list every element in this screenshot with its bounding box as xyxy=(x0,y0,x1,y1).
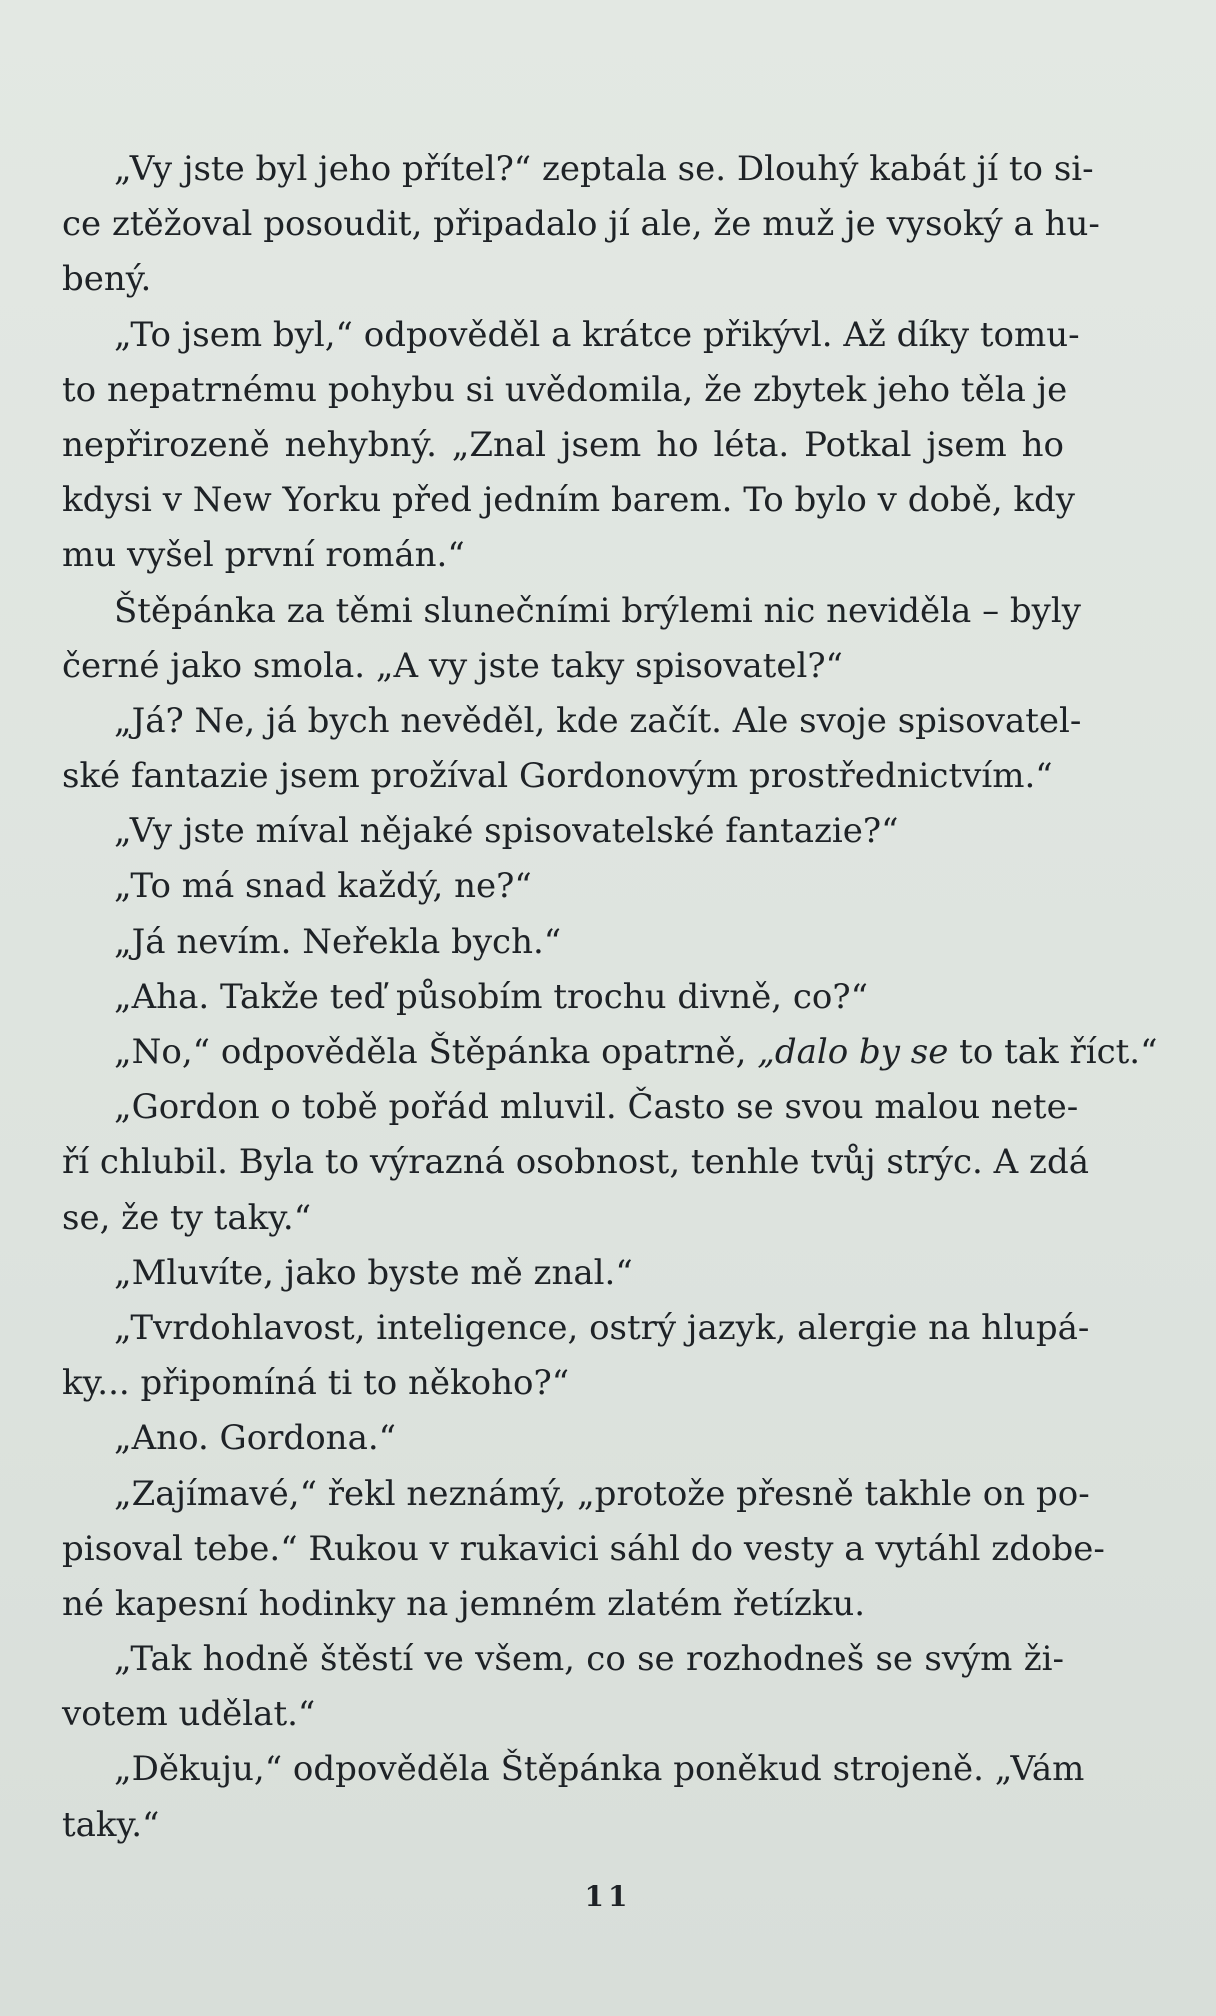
text-run: pisoval tebe.“ Rukou v rukavici sáhl do vesty a vytáhl zdobe- xyxy=(62,1528,1105,1569)
italic-text-run: „dalo by se xyxy=(757,1032,949,1072)
text-line xyxy=(62,859,1064,914)
text-line xyxy=(62,363,1068,418)
text-line xyxy=(62,1577,1064,1632)
text-run: bený. xyxy=(62,259,152,300)
text-line xyxy=(62,418,1064,473)
text-run: taky.“ xyxy=(62,1804,160,1845)
text-run: mu vyšel první román.“ xyxy=(62,535,465,576)
text-line xyxy=(62,970,1064,1025)
text-run: „To má snad každý, ne?“ xyxy=(114,866,532,907)
text-run: „No,“ odpověděla Štěpánka opatrně, xyxy=(114,1032,758,1072)
text-run: nepřirozeně nehybný. „Znal jsem ho léta. Potkal jsem ho xyxy=(62,424,1064,465)
body-text xyxy=(62,142,1158,1853)
text-line xyxy=(62,1798,1064,1853)
text-run: „Zajímavé,“ řekl neznámý, „protože přesně takhle on po- xyxy=(114,1473,1090,1514)
text-line xyxy=(62,1246,1064,1301)
text-run: ce ztěžoval posoudit, připadalo jí ale, že muž je vysoký a hu- xyxy=(62,204,1100,245)
text-run: „Vy jste míval nějaké spisovatelské fantazie?“ xyxy=(114,811,899,852)
text-line xyxy=(62,308,1080,363)
text-line xyxy=(62,528,1064,583)
text-run: ské fantazie jsem prožíval Gordonovým prostřednictvím.“ xyxy=(62,756,1053,797)
text-run: černé jako smola. „A vy jste taky spisovatel?“ xyxy=(62,645,843,686)
text-run: „To jsem byl,“ odpověděl a krátce přikývl. Až díky tomu- xyxy=(114,314,1080,355)
text-run: to nepatrnému pohybu si uvědomila, že zbytek jeho těla je xyxy=(62,369,1068,410)
text-run: votem udělat.“ xyxy=(62,1694,316,1735)
text-run: „Mluvíte, jako byste mě znal.“ xyxy=(114,1252,633,1293)
text-line xyxy=(62,804,1064,859)
text-line xyxy=(62,694,1082,749)
text-line xyxy=(62,197,1100,252)
text-line xyxy=(62,1080,1079,1135)
text-line xyxy=(62,1411,1064,1466)
text-run: „Děkuju,“ odpověděla Štěpánka poněkud strojeně. „Vám xyxy=(114,1749,1085,1790)
text-run: „Tvrdohlavost, inteligence, ostrý jazyk, alergie na hlupá- xyxy=(114,1307,1090,1348)
text-run: né kapesní hodinky na jemném zlatém řetízku. xyxy=(62,1583,866,1624)
text-run: „Ano. Gordona.“ xyxy=(114,1418,397,1459)
text-line xyxy=(62,1356,1064,1411)
text-run: „Já nevím. Neřekla bych.“ xyxy=(114,921,562,962)
text-line xyxy=(62,1522,1105,1577)
text-run: se, že ty taky.“ xyxy=(62,1197,312,1238)
text-run: „Já? Ne, já bych nevěděl, kde začít. Ale svoje spisovatel- xyxy=(114,700,1082,741)
text-line xyxy=(62,1467,1090,1522)
text-line xyxy=(62,1025,1158,1080)
text-line xyxy=(62,252,1064,307)
text-line xyxy=(62,749,1064,804)
text-line xyxy=(62,1742,1085,1797)
text-run: kdysi v New Yorku před jedním barem. To bylo v době, kdy xyxy=(62,480,1076,521)
page-number: 11 xyxy=(584,1880,632,1913)
text-line xyxy=(62,584,1081,639)
text-line xyxy=(62,1135,1089,1190)
text-run: „Tak hodně štěstí ve všem, co se rozhodneš se svým ži- xyxy=(114,1639,1064,1680)
text-line xyxy=(62,1687,1064,1742)
text-line xyxy=(62,1632,1064,1687)
text-line xyxy=(62,473,1076,528)
text-run: ří chlubil. Byla to výrazná osobnost, tenhle tvůj strýc. A zdá xyxy=(62,1142,1089,1183)
text-run: Štěpánka za těmi slunečními brýlemi nic neviděla – byly xyxy=(114,590,1081,631)
text-run: „Gordon o tobě pořád mluvil. Často se svou malou nete- xyxy=(114,1087,1079,1128)
text-line xyxy=(62,1301,1090,1356)
text-line xyxy=(62,639,1064,694)
text-line xyxy=(62,915,1064,970)
text-run: ky... připomíná ti to někoho?“ xyxy=(62,1363,570,1404)
text-line xyxy=(62,1191,1064,1246)
text-line xyxy=(62,142,1094,197)
text-run: „Aha. Takže teď působím trochu divně, co?“ xyxy=(114,976,868,1017)
text-run: „Vy jste byl jeho přítel?“ zeptala se. Dlouhý kabát jí to si- xyxy=(114,149,1094,189)
text-run: to tak říct.“ xyxy=(948,1032,1158,1072)
